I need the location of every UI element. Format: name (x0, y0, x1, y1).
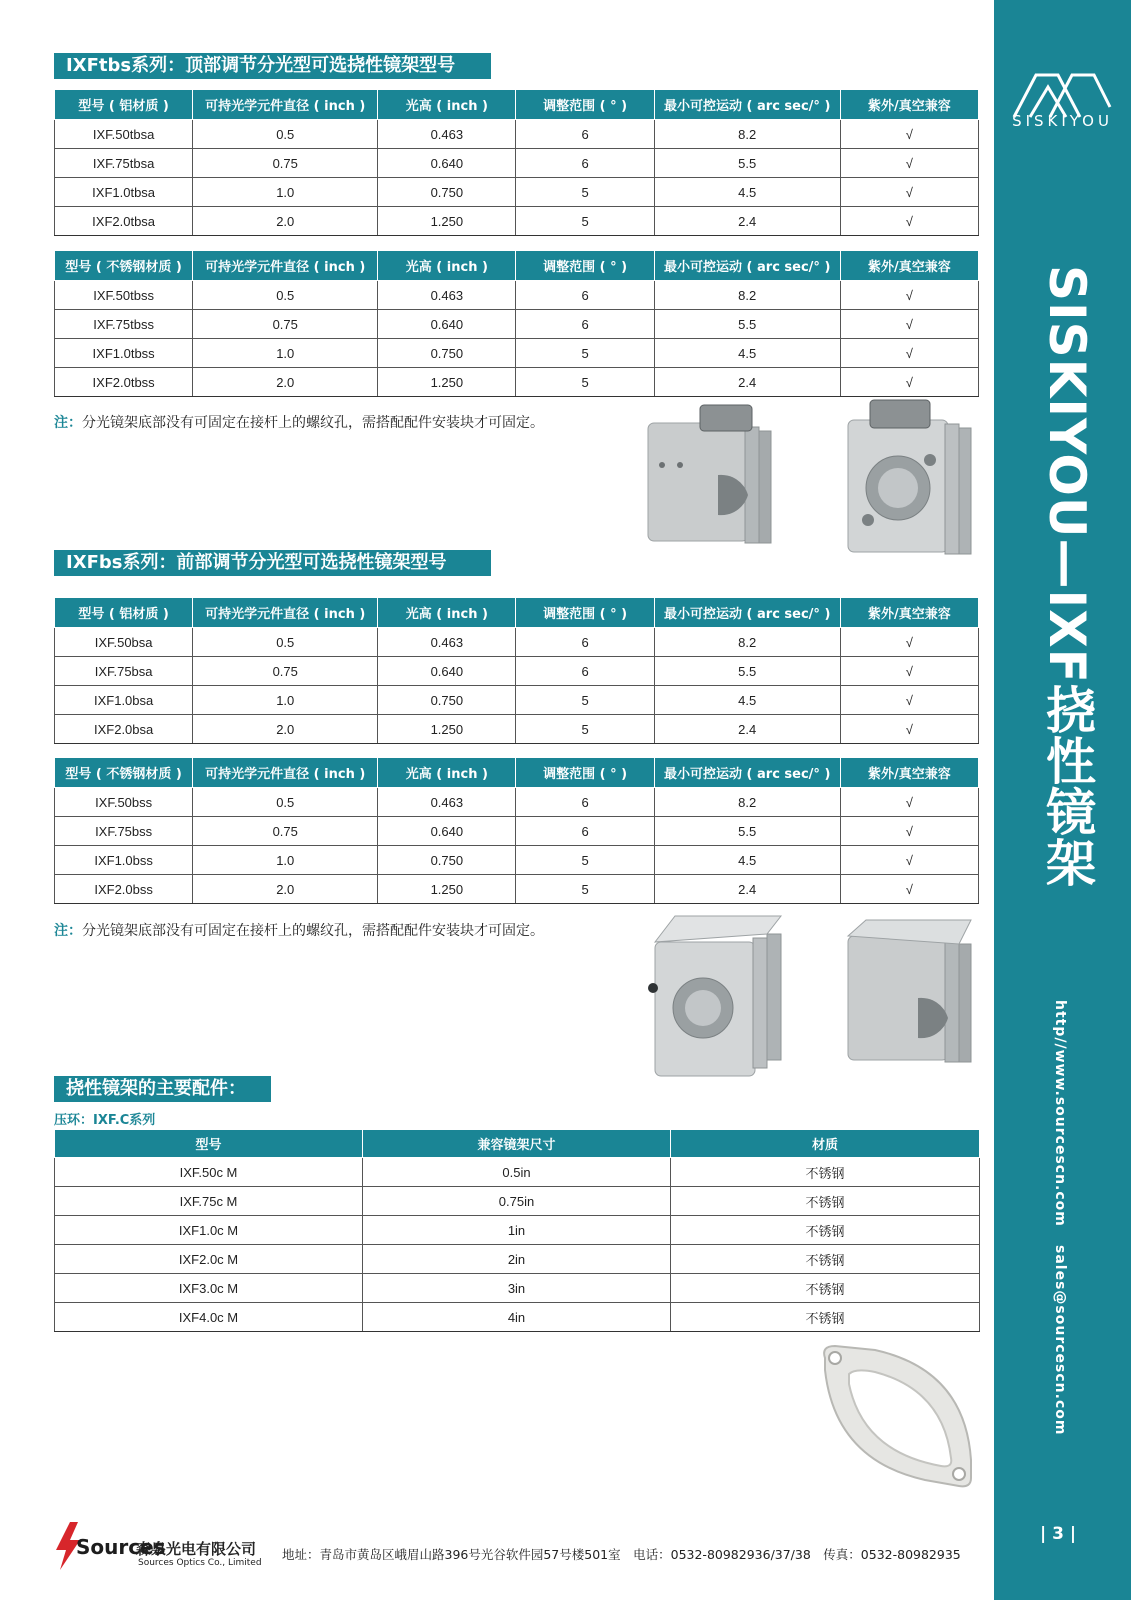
table-row (55, 1245, 980, 1274)
cell: IXF2.0c M (55, 1245, 363, 1274)
mount-image-tbsa (640, 405, 785, 555)
cell: 0.640 (378, 149, 516, 178)
cell: 4.5 (654, 339, 840, 368)
cell: 1in (363, 1216, 671, 1245)
header-height: 光高 ( inch ) (378, 598, 516, 628)
cell: IXF.75c M (55, 1187, 363, 1216)
header-model: 型号 ( 不锈钢材质 ) (55, 758, 193, 788)
cell: IXF.75bss (55, 817, 193, 846)
table-row (55, 1187, 980, 1216)
cell: 1.0 (193, 846, 378, 875)
cell: √ (840, 178, 978, 207)
cell: 3in (363, 1274, 671, 1303)
cell: 0.5 (193, 120, 378, 149)
header-uv: 紫外/真空兼容 (840, 598, 978, 628)
cell: IXF.50c M (55, 1158, 363, 1187)
ixfbs-aluminum-table (54, 597, 979, 744)
header-diameter: 可持光学元件直径 ( inch ) (193, 598, 378, 628)
cell: 2.4 (654, 368, 840, 397)
table-row (55, 310, 979, 339)
cell: 4.5 (654, 178, 840, 207)
table-row (55, 817, 979, 846)
note-text: 分光镜架底部没有可固定在接杆上的螺纹孔，需搭配配件安装块才可固定。 (82, 415, 544, 431)
cell: 6 (516, 788, 654, 817)
cell: IXF2.0tbss (55, 368, 193, 397)
cell: 0.463 (378, 120, 516, 149)
cell: 8.2 (654, 788, 840, 817)
cell: 1.0 (193, 178, 378, 207)
cell: 0.750 (378, 686, 516, 715)
cell: 6 (516, 817, 654, 846)
section-title-ixfbs: IXFbs系列：前部调节分光型可选挠性镜架型号 (54, 550, 491, 576)
cell: 5 (516, 207, 654, 236)
cell: √ (840, 207, 978, 236)
cell: 2.4 (654, 207, 840, 236)
note-section2 (54, 920, 544, 940)
table-row (55, 120, 979, 149)
header-range: 调整范围 ( ° ) (516, 598, 654, 628)
cell: 0.463 (378, 281, 516, 310)
cell: 0.5in (363, 1158, 671, 1187)
note-label: 注： (54, 923, 82, 939)
header-model: 型号 ( 铝材质 ) (55, 90, 193, 120)
cell: 0.5 (193, 281, 378, 310)
page-number: | 3 | (1040, 1524, 1077, 1544)
cell: 0.640 (378, 817, 516, 846)
cell: IXF3.0c M (55, 1274, 363, 1303)
cell: 5 (516, 178, 654, 207)
cell: 5 (516, 715, 654, 744)
header-motion: 最小可控运动 ( arc sec/° ) (654, 251, 840, 281)
cell: 6 (516, 628, 654, 657)
cell: IXF.75bsa (55, 657, 193, 686)
header-height: 光高 ( inch ) (378, 90, 516, 120)
table-row (55, 207, 979, 236)
header-height: 光高 ( inch ) (378, 758, 516, 788)
cell: 5 (516, 686, 654, 715)
cell: 0.75 (193, 657, 378, 686)
header-material: 材质 (671, 1130, 980, 1158)
cell: 2.0 (193, 715, 378, 744)
cell: 5.5 (654, 149, 840, 178)
table-header-row (55, 758, 979, 788)
cell: IXF.50tbss (55, 281, 193, 310)
cell: 1.250 (378, 207, 516, 236)
cell: IXF.50bsa (55, 628, 193, 657)
cell: √ (840, 120, 978, 149)
logo-wordmark: Sources (76, 1535, 166, 1559)
cell: 0.640 (378, 310, 516, 339)
cell: 5 (516, 846, 654, 875)
cell: 5 (516, 339, 654, 368)
cell: √ (840, 281, 978, 310)
table-header-row (55, 1130, 980, 1158)
cell: 4in (363, 1303, 671, 1332)
header-diameter: 可持光学元件直径 ( inch ) (193, 758, 378, 788)
cell: √ (840, 310, 978, 339)
table-row (55, 686, 979, 715)
cell: 2.4 (654, 875, 840, 904)
cell: 0.5 (193, 628, 378, 657)
mount-image-tbss (840, 400, 980, 560)
table-row (55, 339, 979, 368)
cell: 6 (516, 149, 654, 178)
mount-image-bss (840, 918, 980, 1068)
header-range: 调整范围 ( ° ) (516, 251, 654, 281)
cell: 0.75 (193, 817, 378, 846)
cell: √ (840, 368, 978, 397)
cell: IXF.75tbsa (55, 149, 193, 178)
header-diameter: 可持光学元件直径 ( inch ) (193, 251, 378, 281)
cell: 5.5 (654, 657, 840, 686)
cell: 1.0 (193, 686, 378, 715)
table-row (55, 178, 979, 207)
cell: 不锈钢 (671, 1303, 980, 1332)
cell: 不锈钢 (671, 1187, 980, 1216)
brand-name: SISKIYOU (1012, 112, 1113, 130)
table-row (55, 788, 979, 817)
header-motion: 最小可控运动 ( arc sec/° ) (654, 598, 840, 628)
cell: IXF1.0bsa (55, 686, 193, 715)
header-motion: 最小可控运动 ( arc sec/° ) (654, 90, 840, 120)
cell: IXF.50tbsa (55, 120, 193, 149)
ixfbs-steel-table (54, 757, 979, 904)
cell: 5 (516, 875, 654, 904)
cell: 0.750 (378, 846, 516, 875)
cell: IXF1.0tbss (55, 339, 193, 368)
cell: √ (840, 788, 978, 817)
cell: 不锈钢 (671, 1216, 980, 1245)
cell: IXF.75tbss (55, 310, 193, 339)
cell: IXF.50bss (55, 788, 193, 817)
cell: IXF4.0c M (55, 1303, 363, 1332)
cell: √ (840, 875, 978, 904)
cell: 2.0 (193, 368, 378, 397)
cell: √ (840, 817, 978, 846)
cell: 1.0 (193, 339, 378, 368)
cell: √ (840, 715, 978, 744)
table-row (55, 715, 979, 744)
cell: √ (840, 686, 978, 715)
table-row (55, 846, 979, 875)
table-row (55, 1158, 980, 1187)
company-name-en: Sources Optics Co., Limited (138, 1558, 262, 1568)
table-row (55, 657, 979, 686)
table-header-row (55, 90, 979, 120)
email-link[interactable]: sales@sourcescn.com (1052, 1245, 1068, 1436)
sources-logo-icon (52, 1520, 166, 1572)
cell: 8.2 (654, 281, 840, 310)
header-range: 调整范围 ( ° ) (516, 758, 654, 788)
table-row (55, 875, 979, 904)
table-row (55, 368, 979, 397)
cell: 5.5 (654, 310, 840, 339)
cell: 不锈钢 (671, 1245, 980, 1274)
header-model: 型号 ( 铝材质 ) (55, 598, 193, 628)
header-range: 调整范围 ( ° ) (516, 90, 654, 120)
cell: IXF2.0bsa (55, 715, 193, 744)
cell: √ (840, 846, 978, 875)
cell: 0.463 (378, 788, 516, 817)
cell: 不锈钢 (671, 1158, 980, 1187)
ixfc-table (54, 1129, 980, 1332)
cell: 8.2 (654, 120, 840, 149)
mount-image-bsa (645, 912, 790, 1082)
table-header-row (55, 251, 979, 281)
cell: 2.4 (654, 715, 840, 744)
header-diameter: 可持光学元件直径 ( inch ) (193, 90, 378, 120)
cell: 0.750 (378, 178, 516, 207)
cell: 5.5 (654, 817, 840, 846)
cell: 2in (363, 1245, 671, 1274)
section-subtitle-ixfc: 压环：IXF.C系列 (54, 1113, 156, 1128)
section-title-accessories: 挠性镜架的主要配件： (54, 1076, 271, 1102)
cell: √ (840, 628, 978, 657)
footer-contact: 地址：青岛市黄岛区峨眉山路396号光谷软件园57号楼501室 电话：0532-80982936/37/38 传真：0532-80982935 (282, 1547, 961, 1562)
cell: 1.250 (378, 368, 516, 397)
cell: IXF1.0c M (55, 1216, 363, 1245)
cell: 6 (516, 310, 654, 339)
header-compatible-size: 兼容镜架尺寸 (363, 1130, 671, 1158)
table-row (55, 281, 979, 310)
header-uv: 紫外/真空兼容 (840, 251, 978, 281)
cell: IXF1.0tbsa (55, 178, 193, 207)
cell: 1.250 (378, 715, 516, 744)
cell: 4.5 (654, 846, 840, 875)
cell: IXF2.0tbsa (55, 207, 193, 236)
cell: 1.250 (378, 875, 516, 904)
website-link[interactable]: http//www.sourcescn.com (1052, 1000, 1068, 1227)
table-row (55, 1274, 980, 1303)
header-uv: 紫外/真空兼容 (840, 758, 978, 788)
cell: 2.0 (193, 875, 378, 904)
cell: 0.75 (193, 310, 378, 339)
cell: 6 (516, 281, 654, 310)
table-header-row (55, 598, 979, 628)
cell: 0.75in (363, 1187, 671, 1216)
cell: 不锈钢 (671, 1274, 980, 1303)
table-row (55, 1216, 980, 1245)
note-section1 (54, 412, 544, 432)
header-uv: 紫外/真空兼容 (840, 90, 978, 120)
ixftbs-aluminum-table (54, 89, 979, 236)
cell: IXF1.0bss (55, 846, 193, 875)
header-model: 型号 ( 不锈钢材质 ) (55, 251, 193, 281)
note-label: 注： (54, 415, 82, 431)
cell: 6 (516, 657, 654, 686)
ixftbs-steel-table (54, 250, 979, 397)
table-row (55, 628, 979, 657)
table-row (55, 149, 979, 178)
cell: √ (840, 149, 978, 178)
section-title-ixftbs: IXFtbs系列：顶部调节分光型可选挠性镜架型号 (54, 53, 491, 79)
cell: 0.750 (378, 339, 516, 368)
note-text: 分光镜架底部没有可固定在接杆上的螺纹孔，需搭配配件安装块才可固定。 (82, 923, 544, 939)
cell: 0.463 (378, 628, 516, 657)
cell: 0.5 (193, 788, 378, 817)
retaining-ring-image (815, 1340, 980, 1492)
table-row (55, 1303, 980, 1332)
cell: 5 (516, 368, 654, 397)
header-motion: 最小可控运动 ( arc sec/° ) (654, 758, 840, 788)
cell: 8.2 (654, 628, 840, 657)
cell: 6 (516, 120, 654, 149)
vertical-title: SISKIYOU—IXF挠性镜架 (1038, 265, 1096, 888)
cell: IXF2.0bss (55, 875, 193, 904)
cell: √ (840, 657, 978, 686)
cell: 4.5 (654, 686, 840, 715)
cell: 2.0 (193, 207, 378, 236)
header-height: 光高 ( inch ) (378, 251, 516, 281)
cell: √ (840, 339, 978, 368)
cell: 0.75 (193, 149, 378, 178)
company-name-cn: 森泉光电有限公司 (136, 1540, 257, 1558)
header-model: 型号 (55, 1130, 363, 1158)
cell: 0.640 (378, 657, 516, 686)
